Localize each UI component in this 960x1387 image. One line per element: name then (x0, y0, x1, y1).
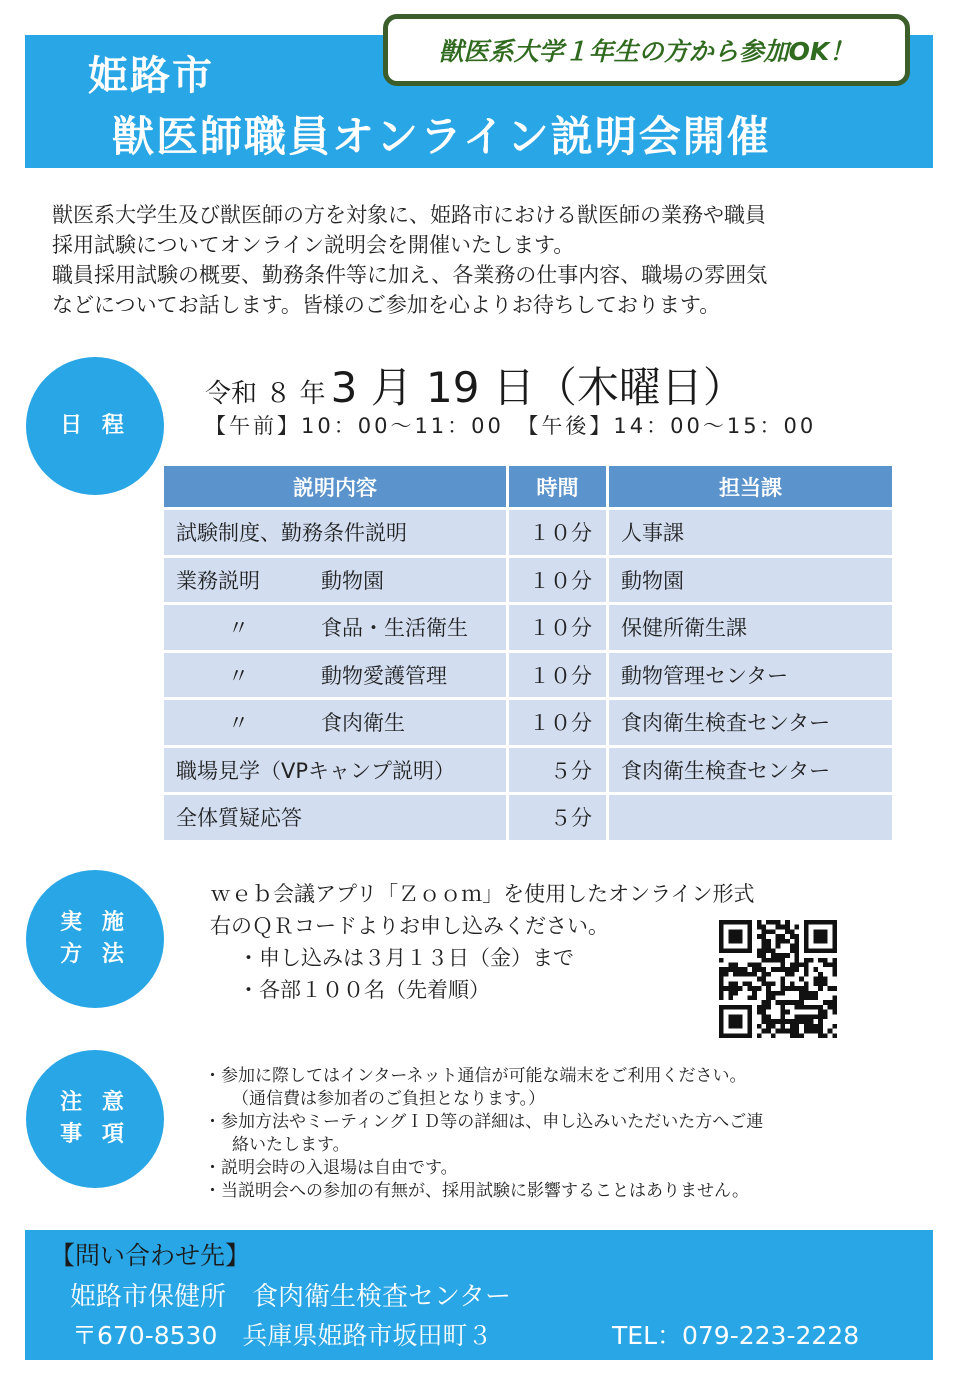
cell-dept: 保健所衛生課 (609, 605, 892, 653)
page-title: 獣医師職員オンライン説明会開催 (112, 112, 771, 161)
intro-text (52, 200, 912, 320)
method-label-line: 実 施 (60, 910, 130, 935)
cell-time: １０分 (509, 700, 609, 748)
qr-code-icon[interactable] (719, 920, 837, 1038)
intro-line: 職員採用試験の概要、勤務条件等に加え、各業務の仕事内容、職場の雰囲気 (52, 263, 768, 287)
table-row (164, 748, 892, 796)
note-line: ・説明会時の入退場は自由です。 (204, 1158, 458, 1178)
notes-label-line: 注 意 (60, 1090, 130, 1115)
cell-content (164, 795, 509, 843)
cell-content (164, 653, 509, 701)
cell-sub: 食肉衛生 (321, 711, 405, 736)
schedule-label: 日 程 (60, 413, 130, 438)
table-header-row (164, 466, 892, 510)
date-era: 令和 ８ 年 (205, 379, 326, 409)
date-main: 3 月 19 日（木曜日） (330, 363, 745, 412)
table-row (164, 795, 892, 843)
cell-content (164, 748, 509, 796)
cell-time: １０分 (509, 558, 609, 606)
cell-sub: 動物愛護管理 (321, 663, 447, 688)
title-city: 姫路市 (88, 53, 214, 99)
cell-time: ５分 (509, 748, 609, 796)
program-table (164, 466, 892, 843)
cell-time: １０分 (509, 653, 609, 701)
event-date (205, 355, 745, 415)
cell-item: 〃 (228, 616, 249, 641)
table-row (164, 700, 892, 748)
cell-item: 全体質疑応答 (176, 806, 302, 831)
note-line: ・当説明会への参加の有無が、採用試験に影響することはありません。 (204, 1181, 750, 1201)
notes-text (204, 1065, 763, 1203)
cell-item: 業務説明 (176, 568, 260, 593)
intro-line: 獣医系大学生及び獣医師の方を対象に、姫路市における獣医師の業務や職員 (52, 203, 766, 227)
table-row (164, 605, 892, 653)
note-line: ・参加方法やミーティングＩＤ等の詳細は、申し込みいただいた方へご連 (204, 1112, 764, 1132)
cell-item: 職場見学（VPキャンプ説明） (176, 758, 456, 783)
cell-sub: 食品・生活衛生 (321, 616, 468, 641)
intro-line: 採用試験についてオンライン説明会を開催いたします。 (52, 233, 575, 257)
cell-dept: 食肉衛生検査センター (609, 748, 892, 796)
cell-item: 〃 (228, 711, 249, 736)
method-line: 右のＱＲコードよりお申し込みください。 (210, 914, 609, 938)
col-header-time: 時間 (509, 466, 609, 510)
col-header-content: 説明内容 (164, 466, 509, 510)
contact-title: 【問い合わせ先】 (50, 1241, 251, 1270)
cell-content (164, 700, 509, 748)
table-row (164, 510, 892, 558)
method-line: ・申し込みは３月１３日（金）まで (238, 946, 574, 970)
cell-dept (609, 795, 892, 843)
contact-tel: TEL：079-223-2228 (612, 1321, 860, 1350)
method-text (210, 878, 755, 1006)
cell-content (164, 558, 509, 606)
note-line: 絡いたします。 (232, 1135, 350, 1155)
note-line: ・参加に際してはインターネット通信が可能な端末をご利用ください。 (204, 1066, 747, 1086)
cell-time: ５分 (509, 795, 609, 843)
cell-content (164, 605, 509, 653)
eligibility-badge: 獣医系大学１年生の方から参加OK！ (383, 14, 910, 86)
intro-line: などについてお話します。皆様のご参加を心よりお待ちしております。 (52, 293, 721, 317)
method-label-line: 方 法 (60, 942, 130, 967)
method-line: ・各部１００名（先着順） (238, 978, 490, 1002)
cell-dept: 動物管理センター (609, 653, 892, 701)
session-times: 【午前】10：00～11：00 【午後】14：00～15：00 (205, 414, 817, 438)
cell-item: 試験制度、勤務条件説明 (176, 521, 407, 546)
notes-label-line: 事 項 (60, 1122, 130, 1147)
table-row (164, 558, 892, 606)
cell-time: １０分 (509, 510, 609, 558)
cell-time: １０分 (509, 605, 609, 653)
cell-content (164, 510, 509, 558)
cell-dept: 動物園 (609, 558, 892, 606)
cell-item: 〃 (228, 663, 249, 688)
method-label-circle (26, 870, 164, 1008)
note-line: （通信費は参加者のご負担となります。） (232, 1089, 546, 1109)
contact-org: 姫路市保健所 食肉衛生検査センター (70, 1282, 511, 1312)
notes-label-circle (26, 1050, 164, 1188)
method-line: ｗｅｂ会議アプリ「Ｚｏｏｍ」を使用したオンライン形式 (210, 882, 755, 906)
table-row (164, 653, 892, 701)
cell-dept: 人事課 (609, 510, 892, 558)
schedule-label-circle (26, 357, 164, 495)
cell-dept: 食肉衛生検査センター (609, 700, 892, 748)
cell-sub: 動物園 (321, 568, 384, 593)
col-header-dept: 担当課 (609, 466, 892, 510)
contact-address: 〒670-8530 兵庫県姫路市坂田町３ (72, 1321, 493, 1350)
